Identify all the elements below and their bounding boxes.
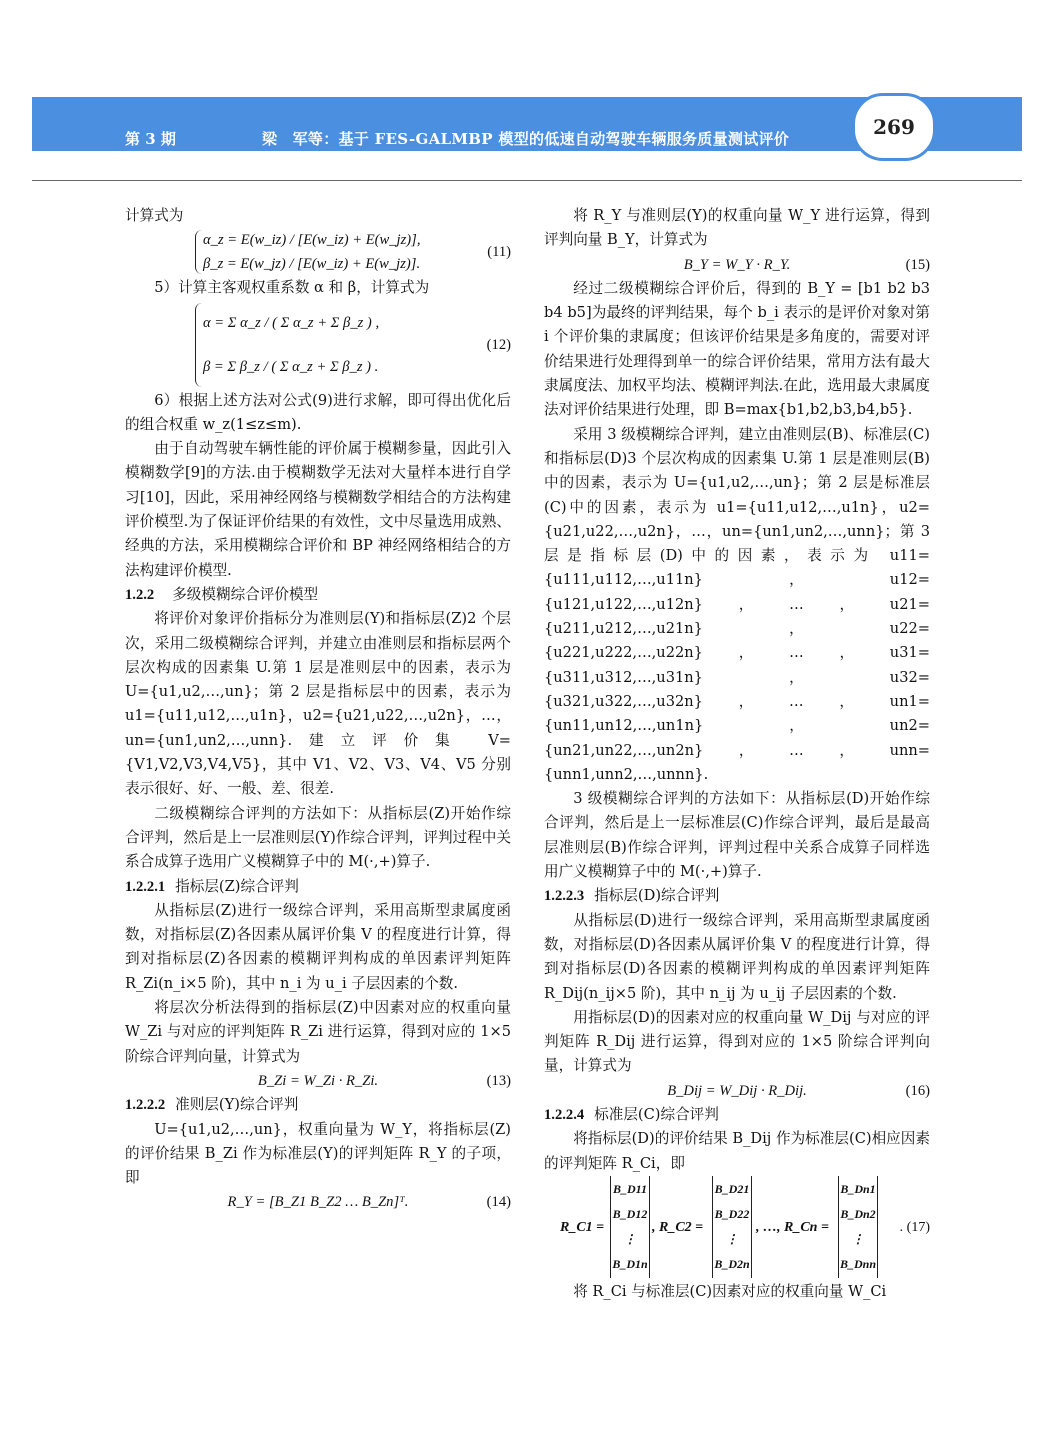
paragraph: 计算式为 (125, 207, 184, 224)
right-column (544, 204, 930, 1304)
matrix-cell: B_D1n (612, 1257, 648, 1272)
matrix-rc1 (610, 1176, 650, 1278)
matrix-cell: B_Dn2 (840, 1207, 876, 1222)
matrix-label: , …, R_Cn = (756, 1219, 829, 1235)
matrix-label: , R_C2 = (652, 1219, 704, 1235)
brace (195, 230, 202, 274)
subsection-heading: 1.2.2.4 标准层(C)综合评判 (544, 1105, 719, 1123)
matrix-cell: B_D12 (612, 1207, 648, 1222)
equation-body: B_Zi = W_Zi · R_Zi. (257, 1072, 379, 1089)
equation-number: (15) (905, 256, 930, 273)
matrix-rcn (838, 1176, 878, 1278)
equation-body: B_Dij = W_Dij · R_Dij. (667, 1082, 807, 1099)
paragraph: 从指标层(Z)进行一级综合评判，采用高斯型隶属度函数，对指标层(Z)各因素从属评价集 V 的程度进行计算，得到对指标层(Z)各因素的模糊评判构成的单因素评判矩阵 R_Zi(n_i×5 阶)，其中 n_i 为 u_i 子层因素的个数. (125, 901, 511, 992)
paragraph: U={u1,u2,…,un}，权重向量为 W_Y，将指标层(Z)的评价结果 B_Zi 作为标准层(Y)的评判矩阵 R_Y 的子项，即 (125, 1120, 511, 1187)
equation-16 (544, 1079, 930, 1103)
equation-number: (13) (486, 1072, 511, 1089)
equation-line: β_z = E(w_jz) / [E(w_iz) + E(w_jz)]. (203, 256, 421, 273)
equation-17 (544, 1176, 930, 1280)
equation-line: α_z = E(w_iz) / [E(w_iz) + E(w_jz)], (203, 232, 421, 249)
subsection-heading: 1.2.2.2 准则层(Y)综合评判 (125, 1096, 299, 1114)
matrix-cell: ⋮ (852, 1232, 864, 1247)
equation-14 (125, 1190, 511, 1214)
equation-12 (125, 301, 511, 389)
matrix-cell: B_Dnn (839, 1257, 877, 1272)
issue-label: 第 3 期 (125, 130, 176, 148)
paragraph: 6）根据上述方法对公式(9)进行求解，即可得出优化后的组合权重 w_z(1≤z≤m). (125, 391, 511, 433)
equation-11 (125, 228, 511, 276)
equation-15 (544, 253, 930, 277)
paragraph: 由于自动驾驶车辆性能的评价属于模糊参量，因此引入模糊数学[9]的方法.由于模糊数学无法对大量样本进行自学习[10]，因此，采用神经网络与模糊数学相结合的方法构建评价模型.为了保证评价结果的有效性，文中尽量选用成熟、经典的方法，采用模糊综合评价和 BP 神经网络相结合的方法构建评价模型. (125, 440, 511, 579)
equation-number: (14) (486, 1194, 511, 1211)
equation-number: . (17) (899, 1219, 930, 1235)
matrix-cell: ⋮ (624, 1232, 636, 1247)
paragraph: 二级模糊综合评判的方法如下：从指标层(Z)开始作综合评判，然后是上一层准则层(Y)作综合评判，评判过程中关系合成算子选用广义模糊算子中的 M(·,+)算子. (125, 804, 511, 871)
paragraph: 将层次分析法得到的指标层(Z)中因素对应的权重向量 W_Zi 与对应的评判矩阵 R_Zi 进行运算，得到对应的 1×5 阶综合评判向量，计算式为 (125, 999, 511, 1065)
matrix-cell: B_D21 (714, 1182, 750, 1197)
page-number: 269 (852, 93, 936, 161)
paragraph: 将指标层(D)的评价结果 B_Dij 作为标准层(C)相应因素的评判矩阵 R_Ci，即 (544, 1130, 930, 1172)
equation-13 (125, 1069, 511, 1093)
paragraph: 3 级模糊综合评判的方法如下：从指标层(D)开始作综合评判，然后是上一层标准层(C)作综合评判，最后是最高层准则层(B)作综合评判，评判过程中关系合成算子同样选用广义模糊算子中的 M(·,+)算子. (544, 790, 930, 881)
paragraph: 用指标层(D)的因素对应的权重向量 W_Dij 与对应的评判矩阵 R_Dij 进行运算，得到对应的 1×5 阶综合评判向量，计算式为 (544, 1008, 930, 1075)
subsection-heading: 1.2.2.3 指标层(D)综合评判 (544, 887, 720, 905)
matrix-cell: B_D2n (714, 1257, 750, 1272)
matrix-cell: ⋮ (726, 1232, 738, 1247)
left-column (125, 204, 511, 1215)
equation-body: B_Y = W_Y · R_Y. (683, 256, 791, 273)
running-title: 梁 军等：基于 FES-GALMBP 模型的低速自动驾驶车辆服务质量测试评价 (262, 130, 790, 148)
paragraph: 将 R_Ci 与标准层(C)因素对应的权重向量 W_Ci (573, 1282, 887, 1300)
matrix-cell: B_D11 (612, 1182, 647, 1197)
matrix-rc2 (712, 1176, 752, 1278)
equation-line: β = Σ β_z / ( Σ α_z + Σ β_z ) . (203, 358, 379, 375)
section-heading: 1.2.2 多级模糊综合评价模型 (125, 585, 319, 603)
equation-number: (11) (487, 244, 511, 261)
header-rule (32, 180, 1022, 181)
paragraph: 5）计算主客观权重系数 α 和 β，计算式为 (154, 279, 430, 297)
brace (195, 303, 202, 387)
equation-number: (16) (905, 1082, 930, 1099)
equation-number: (12) (486, 336, 511, 353)
equation-line: α = Σ α_z / ( Σ α_z + Σ β_z ) , (203, 314, 380, 331)
subsection-heading: 1.2.2.1 指标层(Z)综合评判 (125, 877, 299, 895)
paragraph: 将评价对象评价指标分为准则层(Y)和指标层(Z)2 个层次，采用二级模糊综合评判，并建立由准则层和指标层两个层次构成的因素集 U.第 1 层是准则层中的因素，表示为 U={u1,u2,…,un}；第 2 层是指标层中的因素，表示为 u1={u11,u12,…,u1n}，u2={u21,u22,…,u2n}，…，un={un1,un2,…,unn}.建立评价集 V={V1,V2,V3,V4,V5}，其中 V1、V2、V3、V4、V5 分别表示很好、好、一般、差、很差. (125, 610, 511, 798)
matrix-cell: B_Dn1 (840, 1182, 876, 1197)
equation-body: R_Y = [B_Z1 B_Z2 … B_Zn]ᵀ. (227, 1194, 409, 1211)
paragraph: 经过二级模糊综合评价后，得到的 B_Y = [b1 b2 b3 b4 b5]为最终的评判结果，每个 b_i 表示的是评价对象对第 i 个评价集的隶属度；但该评价结果是多角度的，需要对评价结果进行处理得到单一的综合评价结果，常用方法有最大隶属度法、加权平均法、模糊评判法.在此，选用最大隶属度法对评价结果进行处理，即 B=max{b1,b2,b3,b4,b5}. (544, 279, 930, 419)
paragraph: 采用 3 级模糊综合评判，建立由准则层(B)、标准层(C)和指标层(D)3 个层次构成的因素集 U.第 1 层是准则层(B)中的因素，表示为 U={u1,u2,…,un}；第 2 层是标准层(C)中的因素，表示为 u1={u11,u12,…,u1n}，u2={u21,u22,…,u2n}，…，un={un1,un2,…,unn}；第 3 层是指标层(D)中的因素，表示为 u11={u111,u112,…,u11n}，u12={u121,u122,…,u12n}，…，u21={u211,u212,…,u21n}，u22={u221,u222,…,u22n}，…，u31={u311,u312,…,u31n}，u32={u321,u322,…,u32n}，…，un1={un11,un12,…,un1n}，un2={un21,un22,…,un2n}，…，unn={unn1,unn2,…,unnn}. (544, 425, 930, 783)
matrix-cell: B_D22 (714, 1207, 750, 1222)
paragraph: 将 R_Y 与准则层(Y)的权重向量 W_Y 进行运算，得到评判向量 B_Y，计算式为 (544, 207, 930, 249)
paragraph: 从指标层(D)进行一级综合评判，采用高斯型隶属度函数，对指标层(D)各因素从属评价集 V 的程度进行计算，得到对指标层(D)各因素的模糊评判构成的单因素评判矩阵 R_Dij(n_ij×5 阶)，其中 n_ij 为 u_ij 子层因素的个数. (544, 911, 930, 1002)
matrix-label: R_C1 = (560, 1219, 605, 1235)
